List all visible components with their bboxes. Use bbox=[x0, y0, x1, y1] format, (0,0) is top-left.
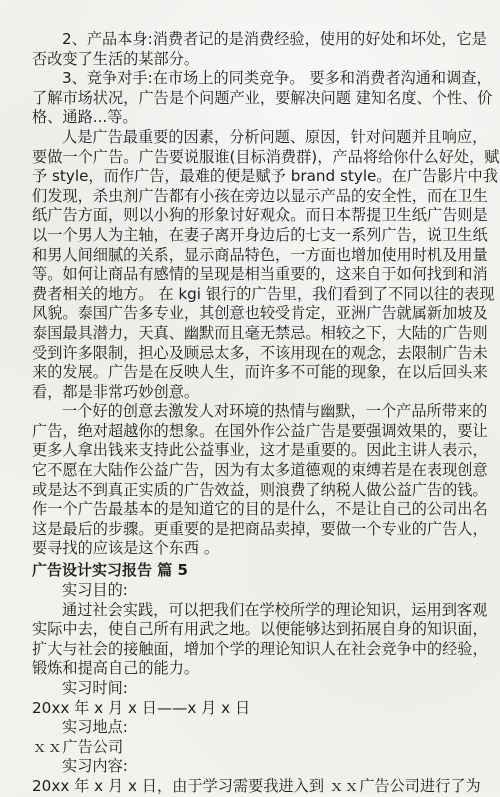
text-line: 2、产品本身:消费者记的是消费经验，使用的好处和坏处，它是 bbox=[62, 30, 487, 48]
text-line: 更多人拿出钱来支持此公益事业，这才是重要的。因此主讲人表示， bbox=[32, 441, 488, 460]
text-line: 等。如何让商品有感情的呈现是相当重要的，这来自于如何找到和消 bbox=[32, 265, 488, 284]
text-line: 和男人间细腻的关系，显示商品特色，一方面也增加使用时机及用量 bbox=[32, 245, 488, 264]
text-line: 通过社会实践，可以把我们在学校所学的理论知识，运用到客观 bbox=[62, 600, 488, 619]
text-line: 了解市场状况，广告是个问题产业，要解决问题 建知名度、个性、价 bbox=[32, 88, 493, 107]
text-line: 纸广告方面，则以小狗的形象讨好观众。而日本帮提卫生纸广告则是 bbox=[32, 206, 488, 225]
text-line: 人是广告最重要的因素，分析问题、原因，针对问题并且响应， bbox=[62, 127, 488, 146]
text-line: 来的发展。广告是在反映人生，而许多不可能的现象，在以后回头来 bbox=[32, 363, 488, 382]
text-line: 们发现，杀虫剂广告都有小孩在旁边以显示产品的安全性，而在卫生 bbox=[32, 186, 488, 205]
text-line: 20xx 年 x 月 x 日——x 月 x 日 bbox=[32, 698, 251, 717]
text-line: 3、竞争对手:在市场上的同类竞争。 要多和消费者沟通和调查， bbox=[62, 69, 492, 88]
text-line: 格、通路...等。 bbox=[32, 108, 138, 127]
text-line: 这是最后的步骤。更重要的是把商品卖掉，要做一个专业的广告人， bbox=[32, 519, 488, 538]
text-line: 锻炼和提高自己的能力。 bbox=[32, 659, 200, 678]
text-line: 要寻找的应该是这个东西 。 bbox=[32, 539, 220, 558]
text-line: 实习内容: bbox=[62, 757, 128, 776]
text-line: 作一个广告最基本的是知道它的目的是什么，不是让自己的公司出名 bbox=[32, 500, 488, 519]
text-line: 一个好的创意去激发人对环境的热情与幽默，一个产品所带来的 bbox=[62, 402, 488, 421]
text-line: 予 style，而作广告，最难的便是赋予 brand style。在广告影片中我 bbox=[32, 167, 498, 186]
text-line: 受到许多限制，担心及顾忌太多，不该用现在的观念，去限制广告未 bbox=[32, 343, 488, 362]
text-line: 看，都是非常巧妙创意。 bbox=[32, 382, 200, 401]
text-line: 泰国最具潜力，天真、幽默而且毫无禁忌。相较之下，大陆的广告则 bbox=[32, 323, 488, 342]
text-line: 费者相关的地方。 在 kgi 银行的广告里，我们看到了不同以往的表现 bbox=[32, 284, 495, 303]
text-line: 扩大与社会的接触面，增加个学的理论知识人在社会竞争中的经验， bbox=[32, 639, 488, 658]
text-line: 实习时间: bbox=[62, 679, 128, 697]
text-line: 要做一个广告。广告要说服谁(目标消费群)，产品将给你什么好处，赋 bbox=[32, 147, 500, 166]
text-line: 否改变了生活的某部分。 bbox=[32, 49, 200, 68]
text-line: 以一个男人为主轴，在妻子离开身边后的七支一系列广告，说卫生纸 bbox=[32, 225, 488, 244]
text-line: 实习地点: bbox=[62, 718, 128, 737]
text-line: ｘｘ广告公司 bbox=[32, 737, 124, 756]
text-line: 广告，绝对超越你的想象。在国外作公益广告是要强调效果的，要让 bbox=[32, 421, 488, 440]
text-line: 或是达不到真正实质的广告效益，则浪费了纳税人做公益广告的钱。 bbox=[32, 480, 488, 499]
text-line: 20xx 年 x 月 x 日，由于学习需要我进入到 ｘｘ广告公司进行了为 bbox=[32, 776, 481, 795]
text-line: 风貌。泰国广告多专业，其创意也较受肯定，亚洲广告就属新加坡及 bbox=[32, 304, 488, 323]
text-line: 实习目的: bbox=[62, 581, 128, 600]
text-line: 实际中去，使自己所有用武之地。以便能够达到拓展自身的知识面， bbox=[32, 620, 488, 639]
text-line: 它不愿在大陆作公益广告，因为有太多道德观的束缚若是在表现创意 bbox=[32, 461, 488, 480]
section-heading: 广告设计实习报告 篇 5 bbox=[32, 561, 188, 580]
